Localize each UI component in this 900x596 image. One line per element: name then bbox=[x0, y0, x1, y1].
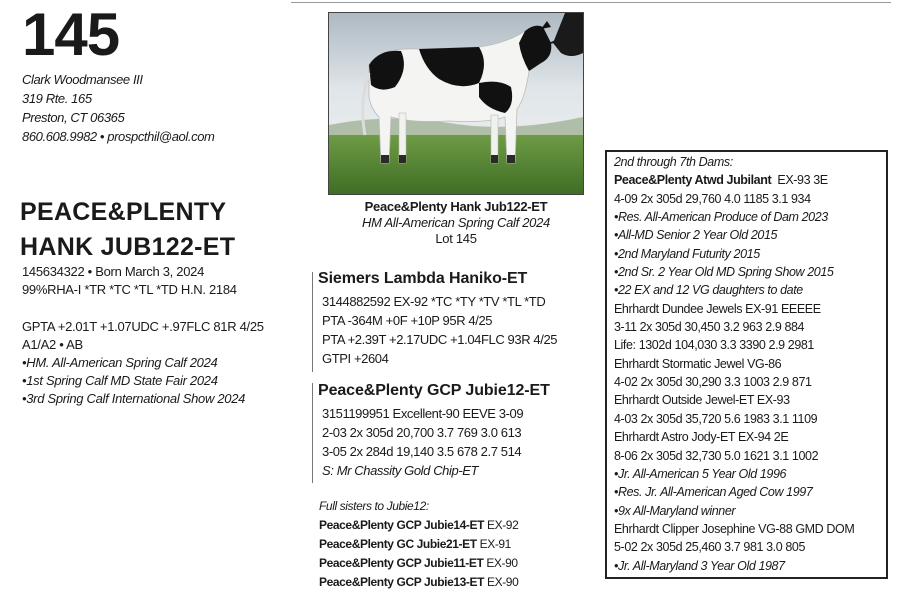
rha-haplotypes: 99%RHA-I *TR *TC *TL *TD H.N. 2184 bbox=[22, 282, 237, 297]
consignor-contact bbox=[22, 70, 214, 146]
dam-detail-line: 3-05 2x 284d 19,140 3.5 678 2.7 514 bbox=[322, 444, 522, 459]
top-rule bbox=[291, 2, 891, 3]
dam-record-line: Ehrhardt Astro Jody-ET EX-94 2E bbox=[614, 430, 789, 445]
sire-name: Siemers Lambda Haniko-ET bbox=[318, 270, 528, 287]
sister-item bbox=[319, 573, 518, 592]
consignor-city: Preston, CT 06365 bbox=[22, 110, 125, 125]
caption-award: HM All-American Spring Calf 2024 bbox=[362, 215, 550, 230]
sister-name: Peace&Plenty GCP Jubie14-ET bbox=[319, 518, 485, 532]
animal-id-block bbox=[22, 263, 237, 299]
dam-record-line: 3-11 2x 305d 30,450 3.2 963 2.9 884 bbox=[614, 320, 805, 335]
honor-item: •HM. All-American Spring Calf 2024 bbox=[22, 355, 218, 370]
sire-detail-line: 3144882592 EX-92 *TC *TY *TV *TL *TD bbox=[322, 294, 546, 309]
dam-honor-line: •22 EX and 12 VG daughters to date bbox=[614, 283, 803, 298]
calf-photo-illustration bbox=[329, 13, 583, 194]
dam-honor-line: •Res. Jr. All-American Aged Cow 1997 bbox=[614, 485, 813, 500]
caption-animal-name: Peace&Plenty Hank Jub122-ET bbox=[364, 199, 548, 214]
animal-name-line2: HANK JUB122-ET bbox=[20, 233, 236, 261]
sister-name: Peace&Plenty GC Jubie21-ET bbox=[319, 537, 477, 551]
dam-name: Peace&Plenty GCP Jubie12-ET bbox=[318, 382, 550, 399]
dam-name: Peace&Plenty Atwd Jubilant bbox=[614, 173, 772, 188]
registration-birthdate: 145634322 • Born March 3, 2024 bbox=[22, 264, 205, 279]
dam-record-line: Ehrhardt Dundee Jewels EX-91 EEEEE bbox=[614, 301, 821, 316]
sister-item bbox=[319, 554, 518, 573]
consignor-street: 319 Rte. 165 bbox=[22, 91, 92, 106]
sire-detail-line: PTA +2.39T +2.17UDC +1.04FLC 93R 4/25 bbox=[322, 332, 558, 347]
animal-name bbox=[20, 195, 235, 265]
dam-record-line: 8-06 2x 305d 32,730 5.0 1621 3.1 1002 bbox=[614, 448, 819, 463]
dam-honor-line: •Res. All-American Produce of Dam 2023 bbox=[614, 210, 828, 225]
dams-heading: 2nd through 7th Dams: bbox=[614, 155, 733, 169]
a2-line: A1/A2 • AB bbox=[22, 337, 83, 352]
dams-list bbox=[614, 153, 854, 575]
full-sisters-heading: Full sisters to Jubie12: bbox=[319, 499, 429, 513]
dam-detail-line: 2-03 2x 305d 20,700 3.7 769 3.0 613 bbox=[322, 425, 522, 440]
dam-honor-line: •Jr. All-American 5 Year Old 1996 bbox=[614, 466, 787, 481]
animal-genomics-block bbox=[22, 318, 264, 408]
sister-score: EX-90 bbox=[487, 575, 519, 589]
dam-record-line: 4-09 2x 305d 29,760 4.0 1185 3.1 934 bbox=[614, 191, 811, 206]
dam-honor-line: •2nd Maryland Futurity 2015 bbox=[614, 246, 760, 261]
sire-detail-line: GTPI +2604 bbox=[322, 351, 389, 366]
sister-name: Peace&Plenty GCP Jubie13-ET bbox=[319, 575, 485, 589]
dam-record-line: 4-03 2x 305d 35,720 5.6 1983 3.1 1109 bbox=[614, 411, 818, 426]
gpta-line: GPTA +2.01T +1.07UDC +.97FLC 81R 4/25 bbox=[22, 319, 264, 334]
dam-record-line: 4-02 2x 305d 30,290 3.3 1003 2.9 871 bbox=[614, 375, 812, 390]
sire-details bbox=[322, 292, 557, 368]
dam-details bbox=[322, 404, 523, 480]
dam-detail-line: 3151199951 Excellent-90 EEVE 3-09 bbox=[322, 406, 524, 421]
sire-divider bbox=[312, 272, 313, 372]
dam-record-line: Ehrhardt Stormatic Jewel VG-86 bbox=[614, 356, 782, 371]
dam-record-line: Ehrhardt Outside Jewel-ET EX-93 bbox=[614, 393, 790, 408]
animal-name-line1: PEACE&PLENTY bbox=[20, 198, 227, 226]
sister-score: EX-92 bbox=[487, 518, 519, 532]
consignor-phone-email: 860.608.9982 • prospcthil@aol.com bbox=[22, 129, 215, 144]
lot-number: 145 bbox=[22, 1, 120, 68]
honor-item: •1st Spring Calf MD State Fair 2024 bbox=[22, 373, 218, 388]
dam-honor-line: •2nd Sr. 2 Year Old MD Spring Show 2015 bbox=[614, 265, 834, 280]
dam-classification: EX-93 3E bbox=[771, 173, 828, 188]
holstein-calf-photo bbox=[328, 12, 584, 195]
sister-score: EX-90 bbox=[486, 556, 518, 570]
photo-caption bbox=[328, 199, 584, 247]
caption-lot: Lot 145 bbox=[435, 231, 477, 246]
dam-honor-line: •Jr. All-Maryland 3 Year Old 1987 bbox=[614, 558, 785, 573]
dam-record-line bbox=[614, 171, 854, 189]
dam-record-line: 5-02 2x 305d 25,460 3.7 981 3.0 805 bbox=[614, 540, 806, 555]
honor-item: •3rd Spring Calf International Show 2024 bbox=[22, 391, 246, 406]
sister-item bbox=[319, 516, 518, 535]
full-sisters bbox=[319, 497, 518, 592]
dam-sire-line: S: Mr Chassity Gold Chip-ET bbox=[322, 463, 479, 478]
sister-score: EX-91 bbox=[479, 537, 511, 551]
sister-item bbox=[319, 535, 518, 554]
dam-record-line: Ehrhardt Clipper Josephine VG-88 GMD DOM bbox=[614, 521, 855, 536]
consignor-name: Clark Woodmansee III bbox=[22, 72, 143, 87]
sister-name: Peace&Plenty GCP Jubie11-ET bbox=[319, 556, 484, 570]
dam-record-line: Life: 1302d 104,030 3.3 3390 2.9 2981 bbox=[614, 338, 814, 353]
dam-honor-line: •All-MD Senior 2 Year Old 2015 bbox=[614, 228, 778, 243]
sire-detail-line: PTA -364M +0F +10P 95R 4/25 bbox=[322, 313, 493, 328]
dam-divider bbox=[312, 383, 313, 483]
dam-honor-line: •9x All-Maryland winner bbox=[614, 503, 736, 518]
